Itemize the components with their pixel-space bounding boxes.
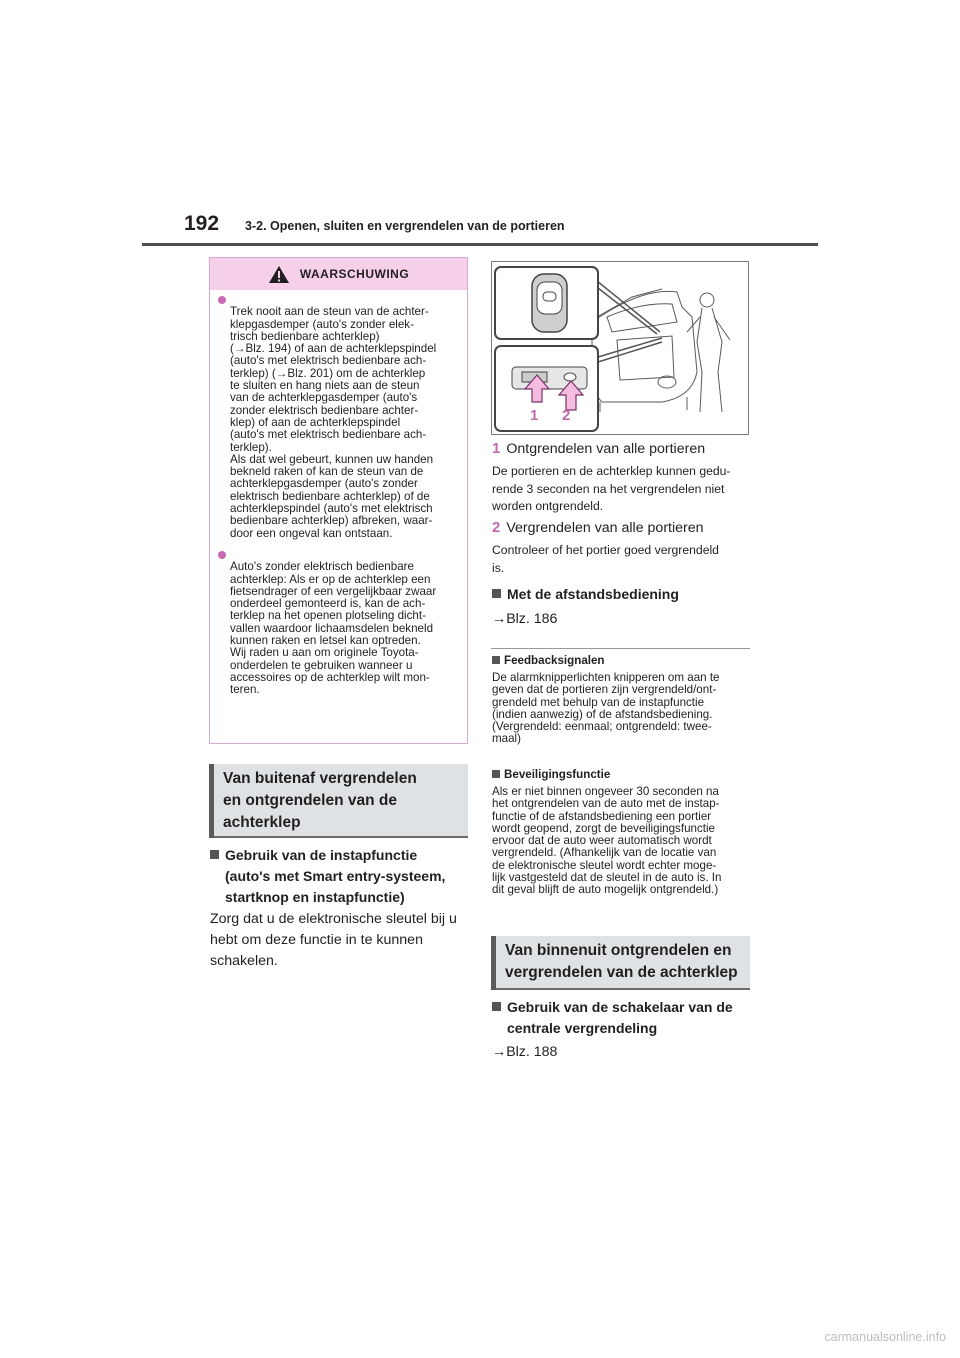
heading-text: Feedbacksignalen (504, 654, 605, 667)
square-bullet-icon (492, 770, 500, 778)
square-bullet-icon (492, 656, 500, 664)
subhead-text: Gebruik van de schakelaar van de centrale vergrendeling (507, 999, 733, 1036)
step-title: Vergrendelen van alle portieren (506, 520, 704, 536)
step-title: Ontgrendelen van alle portieren (506, 441, 706, 457)
bullet-icon (218, 551, 226, 559)
page-reference-link[interactable]: →Blz. 186 (492, 611, 558, 627)
callout-1: 1 (530, 407, 539, 424)
subhead-central-lock (492, 997, 754, 1039)
subhead-remote (492, 584, 679, 604)
security-body: Als er niet binnen ongeveer 30 seconden na het ontgrendelen van de auto met de instap- functie of de afstandsbediening een portier wordt geopend, zorgt de beveiligingsfunctie ervoor dat de auto weer automatisch wordt vergrendeld. (Afhankelijk van de locatie van de elektronische sleutel wordt echter moge- lijk vastgesteld dat de sleutel in de auto is. In dit geval blijft de auto mogelijk ontgrendeld.) (492, 785, 722, 897)
step-2-description: Controleer of het portier goed vergrendeld is. (492, 543, 719, 575)
step-2 (492, 519, 704, 536)
security-heading (492, 768, 610, 781)
feedback-body: De alarmknipperlichten knipperen om aan te geven dat de portieren zijn vergrendeld/ont- grendeld met behulp van de instapfunctie (indien aanwezig) of de afstandsbediening. (Vergrendeld: eenmaal; ontgrendeld: twee- maal) (492, 671, 720, 746)
warning-item (218, 294, 459, 540)
heading-text: Beveiligingsfunctie (504, 768, 611, 781)
square-bullet-icon (492, 589, 501, 598)
warning-triangle-icon (268, 265, 290, 284)
square-bullet-icon (492, 1002, 501, 1011)
bullet-icon (218, 296, 226, 304)
warning-text: Trek nooit aan de steun van de achter- klepgasdemper (auto's zonder elek- trisch bedienbare achterklep) (→Blz. 194) of aan de achterklepspindel (auto's met elektrisch bedienbare ach- terklep) (→Blz. 201) om de achterklep te sluiten en hang niets aan de steun van de achterklepgasdemper (auto's zonder elektrisch bedienbare achter- klep) of aan de achterklepspindel (auto's met elektrisch bedienbare ach- terklep). Als dat wel gebeurt, kunnen uw handen bekneld raken of kan de steun van de achterklepgasdemper (auto's zonder elektrisch bedienbare achterklep) of de achterklepspindel (auto's met elektrisch bedienbare achterklep) afbreken, waar- door een ongeval kan ontstaan. (230, 305, 437, 540)
warning-box (209, 257, 468, 744)
section-heading-outside: Van buitenaf vergrendelen en ontgrendelen van de achterklep (209, 764, 468, 838)
tailgate-illustration (491, 261, 749, 435)
header-rule (142, 243, 818, 246)
section-heading-inside: Van binnenuit ontgrendelen en vergrendelen van de achterklep (491, 936, 750, 990)
warning-item (218, 549, 459, 697)
body-text: Zorg dat u de elektronische sleutel bij u hebt om deze functie in te kunnen schakelen. (210, 911, 457, 969)
callout-2: 2 (562, 407, 571, 424)
step-number: 1 (492, 440, 501, 457)
warning-title: WAARSCHUWING (299, 267, 410, 281)
square-bullet-icon (210, 850, 219, 859)
step-number: 2 (492, 519, 501, 536)
chapter-title: 3-2. Openen, sluiten en vergrendelen van de portieren (245, 219, 565, 233)
step-1-description: De portieren en de achterklep kunnen gedu- rende 3 seconden na het vergrendelen niet worden ontgrendeld. (492, 464, 731, 513)
step-1 (492, 440, 705, 457)
feedback-heading (492, 654, 605, 667)
warning-text: Auto's zonder elektrisch bedienbare achterklep: Als er op de achterklep een fietsendrager of een vergelijkbaar zwaar onderdeel gemonteerd is, kan de ach- terklep na het openen plotseling dicht- vallen waardoor lichaamsdelen bekneld kunnen raken en letsel kan optreden. Wij raden u aan om originele Toyota- onderdelen te gebruiken wanneer u accessoires op de achterklep wilt mon- teren. (230, 560, 437, 697)
divider (491, 648, 750, 649)
subhead-entry-function (210, 845, 472, 908)
page-number: 192 (184, 212, 220, 235)
subhead-text: Met de afstandsbediening (507, 586, 679, 602)
watermark: carmanualsonline.info (824, 1330, 946, 1344)
warning-header (210, 258, 467, 290)
page-reference-link[interactable]: →Blz. 188 (492, 1044, 558, 1060)
subhead-text: Gebruik van de instapfunctie (auto's met Smart entry-systeem, startknop en instapfunctie) (225, 847, 446, 905)
